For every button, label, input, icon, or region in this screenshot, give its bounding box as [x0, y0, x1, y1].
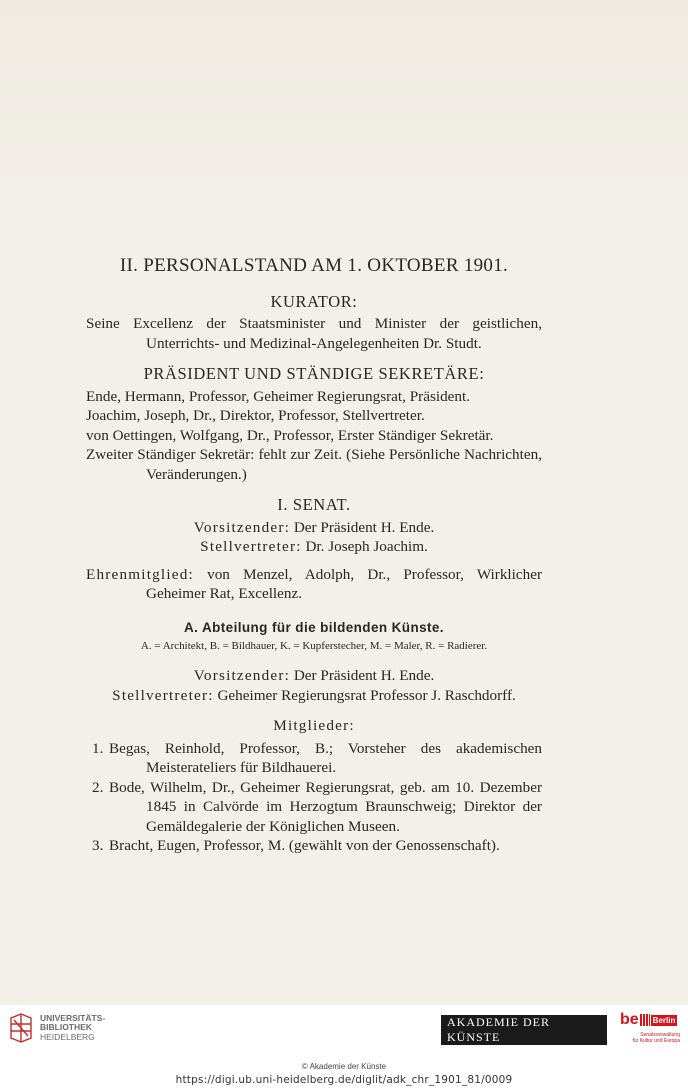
praesident-heading: PRÄSIDENT UND STÄNDIGE SEKRETÄRE:	[143, 364, 485, 383]
list-item	[86, 778, 542, 837]
abteilung-stellvertreter-label: Stellvertreter:	[112, 686, 214, 704]
senat-stellvertreter	[86, 537, 542, 557]
abteilung-vorsitzender-value: Der Präsident H. Ende.	[293, 667, 435, 684]
berlin-subtitle-2: für Kultur und Europa	[632, 1038, 680, 1044]
praesident-line-2: Joachim, Joseph, Dr., Direktor, Professor, Stellvertreter.	[86, 407, 425, 424]
berlin-subtitle	[620, 1032, 680, 1044]
list-item	[86, 836, 542, 856]
bleed-through-area	[0, 0, 688, 240]
member-text: Bracht, Eugen, Professor, M. (gewählt von der Genossenschaft).	[109, 837, 500, 854]
abbreviations-legend: A. = Architekt, B. = Bildhauer, K. = Kupferstecher, M. = Maler, R. = Radierer.	[140, 640, 488, 652]
library-line-3: HEIDELBERG	[40, 1031, 95, 1042]
berlin-logo[interactable]	[620, 1012, 680, 1050]
library-line-2: BIBLIOTHEK	[40, 1022, 92, 1033]
page-content	[86, 256, 542, 856]
source-url[interactable]: https://digi.ub.uni-heidelberg.de/diglit/adk_chr_1901_81/0009	[175, 1074, 513, 1086]
abteilung-stellvertreter	[80, 686, 548, 706]
library-line-1: UNIVERSITÄTS-	[40, 1012, 106, 1023]
senat-stellvertreter-label: Stellvertreter:	[200, 538, 302, 555]
kurator-heading: KURATOR:	[270, 291, 358, 311]
akademie-logo[interactable]	[440, 1015, 608, 1045]
praesident-line-4: Zweiter Ständiger Sekretär: fehlt zur Zeit. (Siehe Persönliche Nachrichten, Veränderungen.)	[86, 446, 542, 483]
senat-ehrenmitglied-label: Ehrenmitglied:	[86, 565, 194, 583]
senat-heading: I. SENAT.	[277, 495, 351, 514]
berlin-tag: Berlin	[652, 1015, 676, 1025]
kurator-text: Seine Excellenz der Staatsminister und Minister der geistlichen, Unterrichts- und Medizinal-Angelegenheiten Dr. Studt.	[86, 315, 542, 352]
library-emblem-icon	[8, 1012, 34, 1044]
member-number: 2.	[92, 778, 104, 796]
member-text: Begas, Reinhold, Professor, B.; Vorsteher des akademischen Meisterateliers für Bildhauerei.	[109, 739, 542, 776]
list-item	[86, 739, 542, 778]
university-library-logo[interactable]	[8, 1012, 105, 1044]
berlin-be: be	[620, 1011, 639, 1028]
abteilung-heading: A. Abteilung für die bildenden Künste.	[184, 619, 444, 635]
praesident-line-1: Ende, Hermann, Professor, Geheimer Regierungsrat, Präsident.	[86, 387, 471, 405]
library-name	[40, 1014, 105, 1043]
akademie-label: AKADEMIE DER KÜNSTE	[440, 1012, 608, 1048]
page-title: II. PERSONALSTAND AM 1. OKTOBER 1901.	[119, 255, 509, 276]
praesident-line-3: von Oettingen, Wolfgang, Dr., Professor, Erster Ständiger Sekretär.	[86, 426, 494, 444]
senat-vorsitzender	[86, 518, 542, 538]
member-number: 1.	[92, 739, 104, 757]
berlin-bars-icon	[640, 1014, 650, 1026]
senat-ehrenmitglied	[86, 565, 542, 604]
member-number: 3.	[92, 837, 104, 854]
mitglieder-heading: Mitglieder:	[273, 717, 355, 734]
member-text: Bode, Wilhelm, Dr., Geheimer Regierungsrat, geb. am 10. Dezember 1845 in Calvörde im Herzogtum Braunschweig; Direktor der Gemäldegalerie der Königlichen Museen.	[109, 778, 542, 835]
berlin-subtitle-1: Senatsverwaltung	[640, 1032, 680, 1038]
senat-vorsitzender-value: Der Präsident H. Ende.	[293, 518, 435, 536]
senat-vorsitzender-label: Vorsitzender:	[193, 518, 291, 536]
senat-ehrenmitglied-value: von Menzel, Adolph, Dr., Professor, Wirklicher Geheimer Rat, Excellenz.	[146, 565, 542, 602]
abteilung-vorsitzender	[86, 666, 542, 686]
senat-stellvertreter-value: Dr. Joseph Joachim.	[305, 538, 428, 555]
copyright-notice: © Akademie der Künste	[301, 1062, 387, 1071]
abteilung-stellvertreter-value: Geheimer Regierungsrat Professor J. Raschdorff.	[217, 686, 516, 704]
abteilung-vorsitzender-label: Vorsitzender:	[193, 667, 291, 684]
